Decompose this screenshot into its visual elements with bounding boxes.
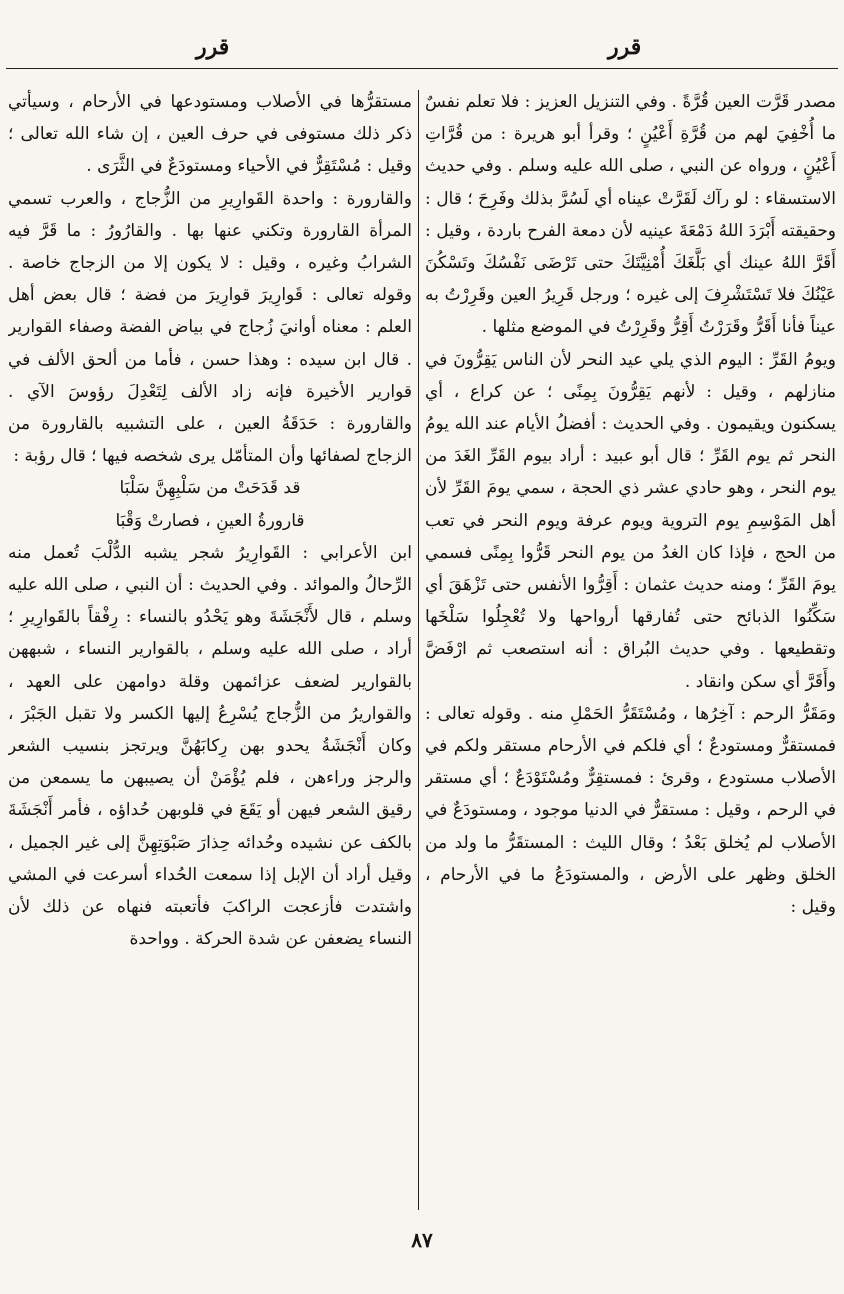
verse-hemistich-second: قارورةُ العينِ ، فصارتْ وَقْبَا: [115, 510, 305, 531]
paragraph: والقارورة : واحدة القَوارِيرِ من الزُّجاج ، والعرب تسمي المرأة القارورة وتكني عنها بها . والقارُورُ : ما قَرَّ فيه الشرابُ وغيره ، وقيل : لا يكون إلا من الزجاج خاصة . وقوله تعالى : قَوارِيرَ قوارِيرَ من فضة ؛ قال بعض أهل العلم : معناه أوانيَ زُجاج في بياض الفضة وصفاء القوارير . قال ابن سيده : وهذا حسن ، فأما من ألحق الألف في قوارير الأخيرة فإنه زاد الألف لِتَعْدِلَ رؤوسَ الآي . والقارورة : حَدَقَةُ العين ، على التشبيه بالقارورة من الزجاج لصفائها وأن المتأمّل يرى شخصه فيها ؛ قال رؤبة :: [8, 188, 412, 467]
page-number: ٨٧: [411, 1228, 433, 1252]
paragraph: ومَقَرُّ الرحم : آخِرُها ، ومُسْتَقَرُّ الحَمْلِ منه . وقوله تعالى : فمستقرٌّ ومستودعٌ ؛ أي فلكم في الأرحام مستقر ولكم في الأصلاب مستودع ، وقرئ : فمستقِرٌّ ومُسْتَوْدَعٌ ؛ أي مستقر في الرحم ، وقيل : مستقرٌّ في الدنيا موجود ، ومستودَعٌ في الأصلاب لم يُخلق بَعْدُ ؛ وقال الليث : المستقَرُّ ما ولد من الخلق وظهر على الأرض ، والمستودَعُ ما في الأرحام ، وقيل :: [425, 703, 836, 918]
running-headword-left: قرر: [196, 34, 230, 60]
paragraph: مصدر قَرَّت العين قُرَّةً . وفي التنزيل العزيز : فلا تعلم نفسٌ ما أُخْفِيَ لهم من قُرَّةِ أَعْيُنٍ ؛ وقرأ أبو هريرة : من قُرَّاتِ أَعْيُنٍ ، ورواه عن النبي ، صلى الله عليه وسلم . وفي حديث الاستسقاء : لو رآك لَقَرَّتْ عيناه أي لَسُرَّ بذلك وفَرِحَ ؛ قال : وحقيقته أَبْرَدَ اللهُ دَمْعَةَ عينيه لأن دمعة الفرح باردة ، وقيل : أَقَرَّ اللهُ عينك أي بَلَّغَكَ أُمْنِيَّتَكَ حتى تَرْضَى نَفْسُكَ وتَسْكُنَ عَيْنُكَ فلا تَسْتَشْرِفَ إلى غيره ؛ ورجل قَرِيرُ العين وقَرِرْتُ به عيناً فأنا أَقَرُّ وقَرَرْتُ أَقِرُّ وقَرِرْتُ في الموضع مثلها .: [425, 92, 836, 338]
paragraph: مستقرُّها في الأصلاب ومستودعها في الأرحام ، وسيأتي ذكر ذلك مستوفى في حرف العين ، إن شاء الله تعالى ؛ وقيل : مُسْتَقِرٌّ في الأحياء ومستودَعٌ في الثَّرَى .: [8, 92, 412, 177]
header-rule: [6, 68, 838, 69]
paragraph: ويومُ القَرِّ : اليوم الذي يلي عيد النحر لأن الناس يَقِرُّونَ في منازلهم ، وقيل : لأنهم يَقِرُّونَ بِمِنًى ؛ عن كراع ، أي يسكنون ويقيمون . وفي الحديث : أفضلُ الأيام عند الله يومُ النحر ثم يوم القَرِّ ؛ قال أبو عبيد : أراد بيوم القَرِّ الغَدَ من يوم النحر ، وهو حادي عشر ذي الحجة ، سمي يومَ القَرِّ لأن أهل المَوْسِمِ يوم التروية ويوم عرفة ويوم النحر في تعب من الحج ، فإذا كان الغدُ من يوم النحر قَرُّوا بِمِنًى فسمي يومَ القَرِّ ؛ ومنه حديث عثمان : أَقِرُّوا الأنفس حتى تَزْهَقَ أي سَكِّنُوا الذبائح حتى تُفارقها أرواحها ولا تُعْجِلُوا سَلْخَها وتقطيعها . وفي حديث البُراق : أنه استصعب ثم ارْفَضَّ وأَقَرَّ أي سكن وانقاد .: [425, 349, 836, 692]
column-divider: [418, 90, 419, 1210]
left-column: [8, 86, 412, 1211]
right-column: [425, 86, 836, 1211]
running-headword-right: قرر: [608, 34, 642, 60]
verse-hemistich-first: قد قَدَحَتْ من سَلْبِهِنَّ سَلْبَا: [119, 478, 301, 499]
paragraph: ابن الأعرابي : القَوارِيرُ شجر يشبه الدُّلْبَ تُعمل منه الرِّحالُ والموائد . وفي الحديث : أن النبي ، صلى الله عليه وسلم ، قال لأَنْجَشَةَ وهو يَحْدُو بالنساء : رِفْقاً بالقَوارِيرِ ؛ أراد ، صلى الله عليه وسلم ، بالقوارير النساء ، شبههن بالقوارير لضعف عزائمهن وقلة دوامهن على العهد ، والقواريرُ من الزُّجاج يُسْرِعُ إليها الكسر ولا تقبل الجَبْرَ ، وكان أَنْجَشَةُ يحدو بهن رِكابَهُنَّ ويرتجز بنسيب الشعر والرجز وراءهن ، فلم يُؤْمَنْ أن يصيبهن ما يسمعن من رقيق الشعر فيهن أو يَقَعَ في قلوبهن حُداؤه ، فأمر أَنْجَشَةَ بالكف عن نشيده وحُدائه حِذارَ صَبْوَتِهِنَّ إلى غير الجميل ، وقيل أراد أن الإبل إذا سمعت الحُداء أسرعت في المشي واشتدت فأزعجت الراكبَ فأتعبته فنهاه عن ذلك لأن النساء يضعفن عن شدة الحركة . وواحدة: [8, 542, 412, 950]
poetry-verse: [8, 472, 412, 536]
